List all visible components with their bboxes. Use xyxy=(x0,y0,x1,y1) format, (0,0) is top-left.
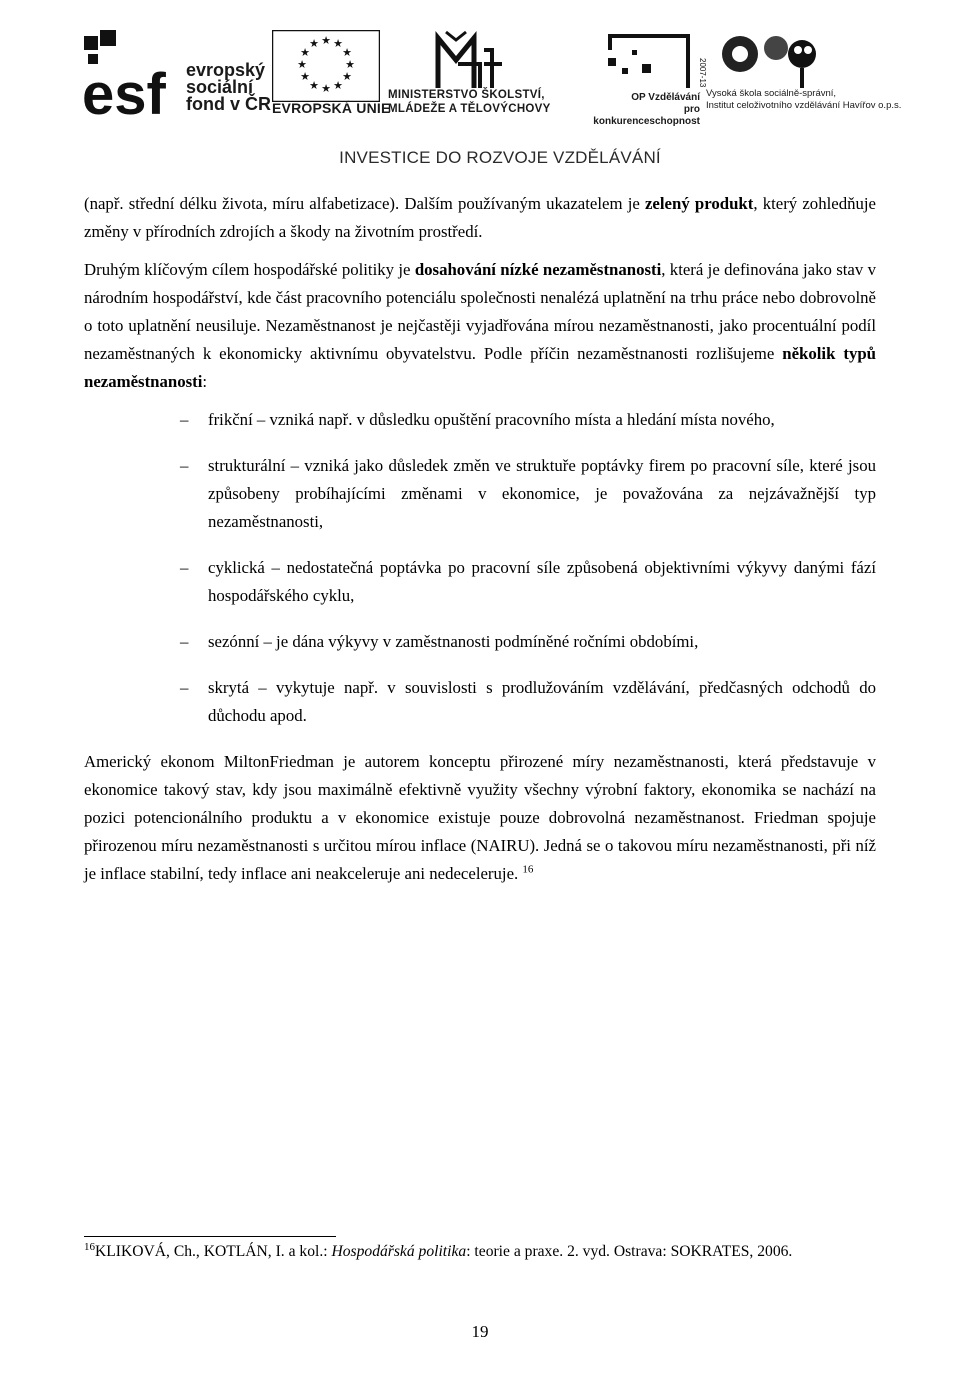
vssss-logo xyxy=(706,30,826,92)
esf-text: evropský sociální fond v ČR xyxy=(186,60,271,114)
footnote-ref[interactable]: 16 xyxy=(522,863,534,876)
list-item: – frikční – vzniká např. v důsledku opuštění pracovního místa a hledání místa nového, xyxy=(180,410,775,429)
svg-text:★: ★ xyxy=(300,47,310,59)
page-number: 19 xyxy=(471,1322,489,1341)
msmt-text: MINISTERSTVO ŠKOLSTVÍ, MLÁDEŽE A TĚLOVÝCHOVY xyxy=(388,89,551,115)
svg-text:★: ★ xyxy=(309,38,319,50)
svg-text:★: ★ xyxy=(342,47,352,59)
page-header xyxy=(0,0,960,175)
footnote: $^{16}$KLIKOVÁ, Ch., KOTLÁN, I. a kol.: Hospodářská politika: teorie a praxe. 2. vyd. Ostrava: SOKRATES, 2006. xyxy=(84,1240,793,1260)
svg-text:★: ★ xyxy=(345,59,355,71)
eu-label: EVROPSKÁ UNIE xyxy=(272,100,391,116)
op-text: OP Vzdělávání pro konkurenceschopnost xyxy=(593,92,700,127)
svg-text:★: ★ xyxy=(333,80,343,92)
list-item: – skrytá – vykytuje např. v souvislosti s prodlužováním vzdělávání, předčasných odchodů do důchodu apod. xyxy=(180,678,876,725)
op-vzdelavani-logo xyxy=(588,28,708,100)
footnote-separator xyxy=(84,1236,336,1237)
svg-text:★: ★ xyxy=(342,71,352,83)
list-item: – strukturální – vzniká jako důsledek změn ve struktuře poptávky firem po pracovní síle, které jsou způsobeny probíhajícími změnami v ekonomice, je považována za nejzávažnější typ nezaměstnanosti, xyxy=(180,456,876,531)
vssss-text: Vysoká škola sociálně-správní, Institut celoživotního vzdělávání Havířov o.p.s. xyxy=(706,88,902,111)
svg-text:★: ★ xyxy=(300,71,310,83)
svg-text:★: ★ xyxy=(321,83,331,95)
paragraph-3: Americký ekonom MiltonFriedman je autorem konceptu přirozené míry nezaměstnanosti, která představuje v ekonomice takový stav, kdy jsou maximálně efektivně využity všechny výrobní faktory, ekonomika se nachází na pozici potencionálního produktu a v ekonomice existuje pouze dobrovolná nezaměstnanost. Friedman spojuje přirozenou míru nezaměstnanosti s určitou mírou inflace (NAIRU). Jedná se o takovou míru nezaměstnanosti, při níž je inflace stabilní, tedy inflace ani neakceleruje ani nedeceleruje. $^{16}$ xyxy=(84,752,876,883)
svg-text:esf: esf xyxy=(82,62,166,118)
svg-text:★: ★ xyxy=(321,35,331,47)
svg-text:★: ★ xyxy=(309,80,319,92)
unemployment-types-list xyxy=(84,406,876,730)
paragraph-1: (např. střední délku života, míru alfabetizace). Dalším používaným ukazatelem je zelený produkt, který zohledňuje změny v přírodních zdrojích a škody na životním prostředí. xyxy=(84,194,876,241)
svg-text:★: ★ xyxy=(333,38,343,50)
list-item: – cyklická – nedostatečná poptávka po pracovní síle způsobená objektivními výkyvy danými fází hospodářského cyklu, xyxy=(180,558,876,605)
svg-text:★: ★ xyxy=(297,59,307,71)
esf-logo xyxy=(80,28,180,118)
msmt-logo xyxy=(400,30,520,94)
eu-flag-logo xyxy=(272,30,380,102)
paragraph-2: Druhým klíčovým cílem hospodářské politiky je dosahování nízké nezaměstnanosti, která je definována jako stav v národním hospodářství, kde část pracovního potenciálu společnosti nenalézá uplatnění na trhu práce nebo dobrovolně o toto uplatnění neusiluje. Nezaměstnanost je nejčastěji vyjadřována mírou nezaměstnanosti, jako procentuální podíl nezaměstnaných k ekonomicky aktivnímu obyvatelstvu. Podle příčin nezaměstnanosti rozlišujeme několik typů nezaměstnanosti: xyxy=(84,260,876,391)
svg-text:2007-13: 2007-13 xyxy=(698,58,707,88)
list-item: – sezónní – je dána výkyvy v zaměstnanosti podmíněné ročními obdobími, xyxy=(180,632,699,651)
tagline: INVESTICE DO ROZVOJE VZDĚLÁVÁNÍ xyxy=(339,148,661,167)
main-text xyxy=(84,190,876,888)
